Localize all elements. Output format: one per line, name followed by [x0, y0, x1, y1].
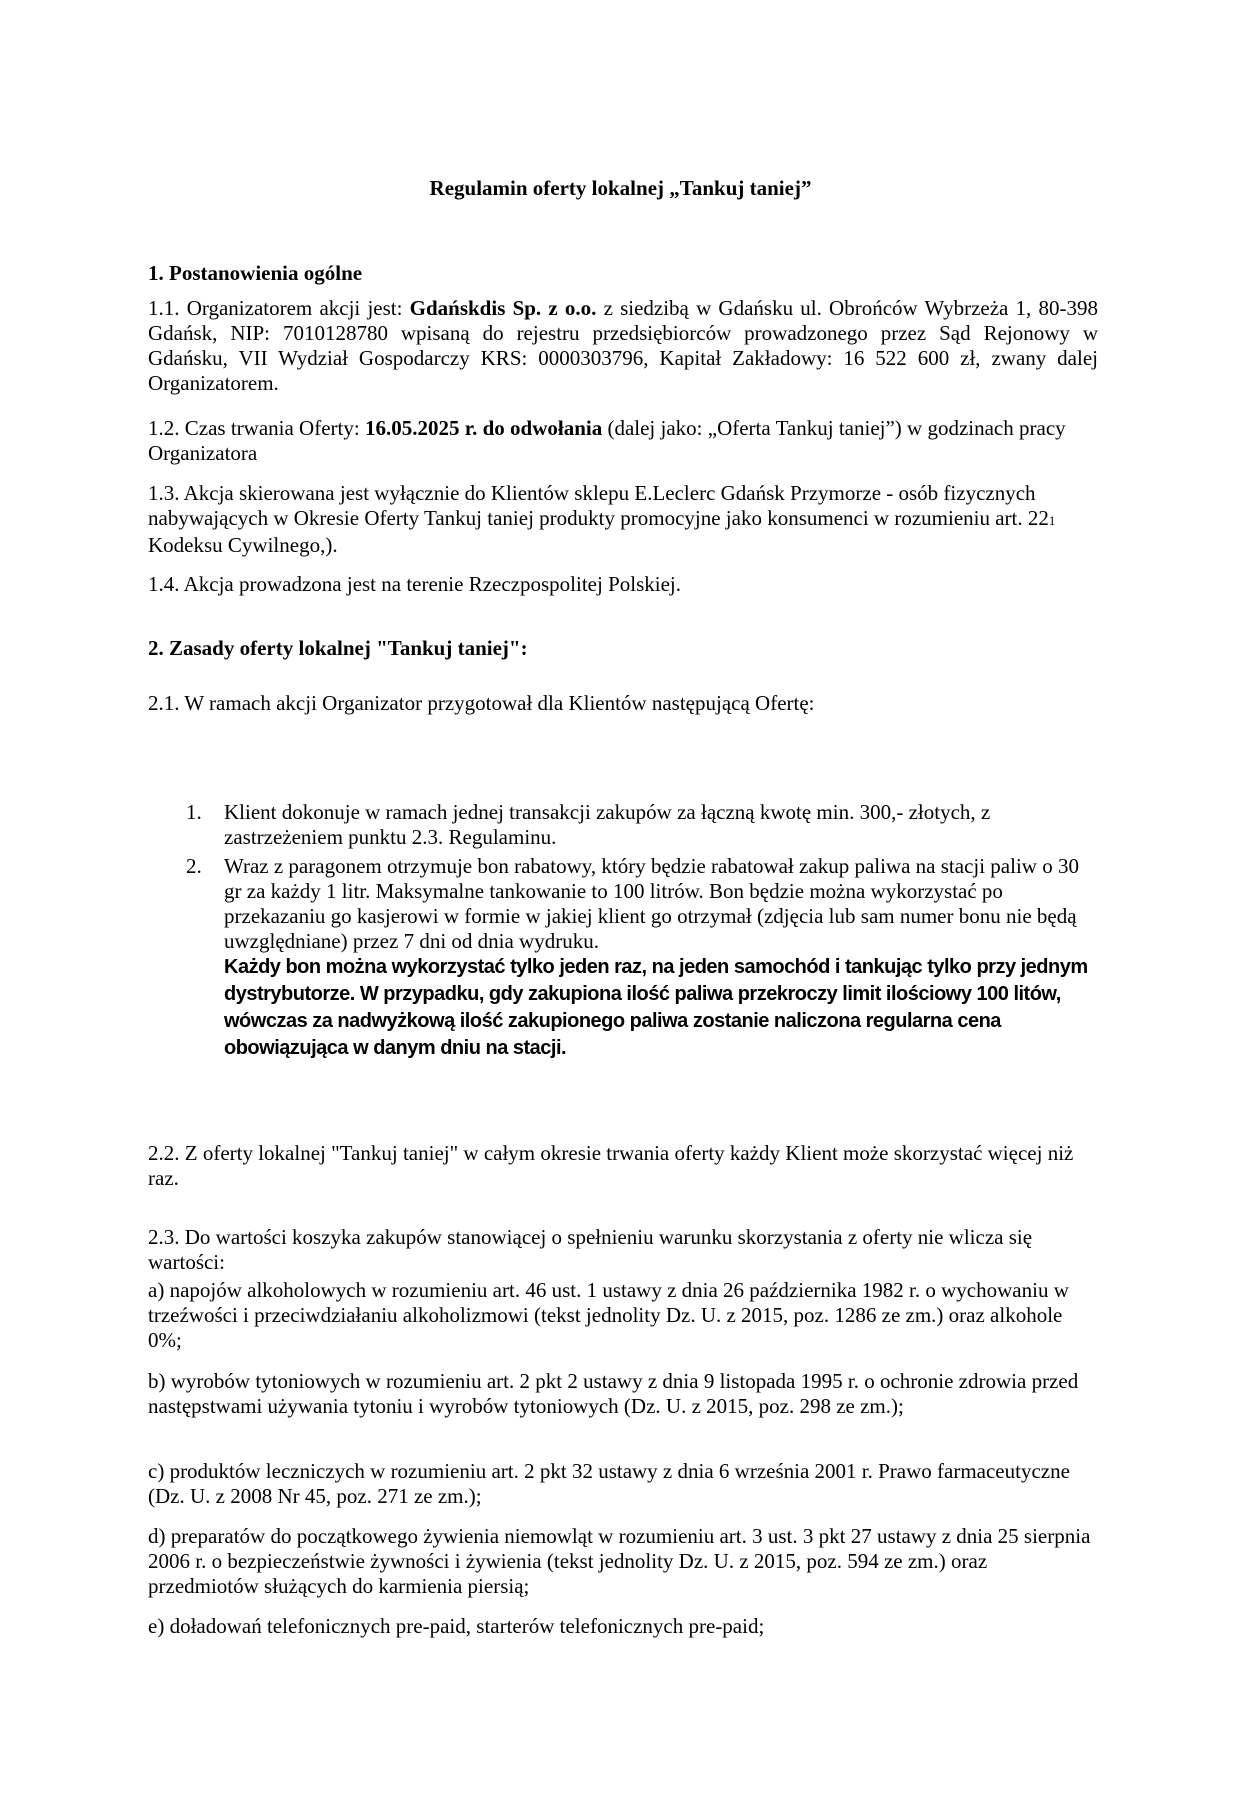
paragraph-1-3-text-end: Kodeksu Cywilnego,).	[148, 533, 338, 557]
paragraph-1-3-text: 1.3. Akcja skierowana jest wyłącznie do Klientów sklepu E.Leclerc Gdańsk Przymorze - osób fizycznych nabywających w Okresie Oferty Tankuj taniej produkty promocyjne jako konsumenci w rozumieniu art. 22	[148, 481, 1049, 530]
paragraph-1-3	[148, 481, 1098, 558]
exclusion-item-d: d) preparatów do początkowego żywienia niemowląt w rozumieniu art. 3 ust. 3 pkt 27 ustawy z dnia 25 sierpnia 2006 r. o bezpieczeństwie żywności i żywienia (tekst jednolity Dz. U. z 2015, poz. 594 ze zm.) oraz przedmiotów służących do karmienia piersią;	[148, 1524, 1091, 1598]
list-item	[186, 800, 1096, 850]
paragraph-1-1-prefix: 1.1. Organizatorem akcji jest:	[148, 296, 410, 320]
section-2-heading: 2. Zasady oferty lokalnej "Tankuj taniej":	[148, 636, 528, 660]
paragraph-2-2: 2.2. Z oferty lokalnej "Tankuj taniej" w całym okresie trwania oferty każdy Klient może skorzystać więcej niż raz.	[148, 1141, 1074, 1190]
exclusion-item-b: b) wyrobów tytoniowych w rozumieniu art. 2 pkt 2 ustawy z dnia 9 listopada 1995 r. o ochronie zdrowia przed następstwami używania tytoniu i wyrobów tytoniowych (Dz. U. z 2015, poz. 298 ze zm.);	[148, 1369, 1079, 1418]
list-item	[186, 854, 1096, 1062]
exclusion-item-a: a) napojów alkoholowych w rozumieniu art. 46 ust. 1 ustawy z dnia 26 października 1982 r. o wychowaniu w trzeźwości i przeciwdziałaniu alkoholizmowi (tekst jednolity Dz. U. z 2015, poz. 1286 ze zm.) oraz alkohole 0%;	[148, 1278, 1069, 1352]
offer-dates: 16.05.2025 r. do odwołania	[364, 416, 603, 440]
organizer-name: Gdańskdis Sp. z o.o.	[409, 296, 597, 320]
paragraph-2-3: 2.3. Do wartości koszyka zakupów stanowiącej o spełnieniu warunku skorzystania z oferty nie wlicza się wartości:	[148, 1225, 1033, 1274]
section-1-heading: 1. Postanowienia ogólne	[148, 261, 363, 285]
paragraph-2-1: 2.1. W ramach akcji Organizator przygotował dla Klientów następującą Ofertę:	[148, 691, 815, 715]
list-item-regular-text: Wraz z paragonem otrzymuje bon rabatowy, który będzie rabatował zakup paliwa na stacji paliw o 30 gr za każdy 1 litr. Maksymalne tankowanie to 100 litrów. Bon będzie można wykorzystać po przekazaniu go kasjerowi w formie w jakiej klient go otrzymał (zdjęcia lub sam numer bonu nie będą uwzględniane) przez 7 dni od dnia wydruku.	[224, 854, 1079, 953]
paragraph-1-2-rest: (dalej jako: „Oferta Tankuj taniej”) w godzinach pracy Organizatora	[148, 416, 1066, 465]
list-item-text: Klient dokonuje w ramach jednej transakcji zakupów za łączną kwotę min. 300,- złotych, z zastrzeżeniem punktu 2.3. Regulaminu.	[224, 800, 991, 849]
paragraph-1-1	[148, 296, 1098, 396]
paragraph-1-1-rest: z siedzibą w Gdańsku ul. Obrońców Wybrzeża 1, 80-398 Gdańsk, NIP: 7010128780 wpisaną do rejestru przedsiębiorców prowadzonego przez Sąd Rejonowy w Gdańsku, VII Wydział Gospodarczy KRS: 0000303796, Kapitał Zakładowy: 16 522 600 zł, zwany dalej Organizatorem.	[148, 296, 1098, 395]
paragraph-1-3-subscript: 1	[1048, 513, 1056, 528]
list-item-number: 1.	[186, 800, 202, 824]
paragraph-1-2-prefix: 1.2. Czas trwania Oferty:	[148, 416, 365, 440]
list-item-number: 2.	[186, 854, 202, 878]
document-title: Regulamin oferty lokalnej „Tankuj taniej”	[429, 176, 812, 200]
paragraph-1-2	[148, 416, 1098, 466]
exclusion-item-e: e) doładowań telefonicznych pre-paid, starterów telefonicznych pre-paid;	[148, 1614, 765, 1638]
paragraph-1-4: 1.4. Akcja prowadzona jest na terenie Rzeczpospolitej Polskiej.	[148, 572, 682, 596]
exclusion-item-c: c) produktów leczniczych w rozumieniu art. 2 pkt 32 ustawy z dnia 6 września 2001 r. Prawo farmaceutyczne (Dz. U. z 2008 Nr 45, poz. 271 ze zm.);	[148, 1459, 1070, 1508]
list-item-bold-text: Każdy bon można wykorzystać tylko jeden raz, na jeden samochód i tankując tylko przy jednym dystrybutorze. W przypadku, gdy zakupiona ilość paliwa przekroczy limit ilościowy 100 litów, wówczas za nadwyżkową ilość zakupionego paliwa zostanie naliczona regularna cena obowiązująca w danym dniu na stacji.	[224, 956, 1088, 1059]
list-item-text	[224, 854, 1096, 1062]
